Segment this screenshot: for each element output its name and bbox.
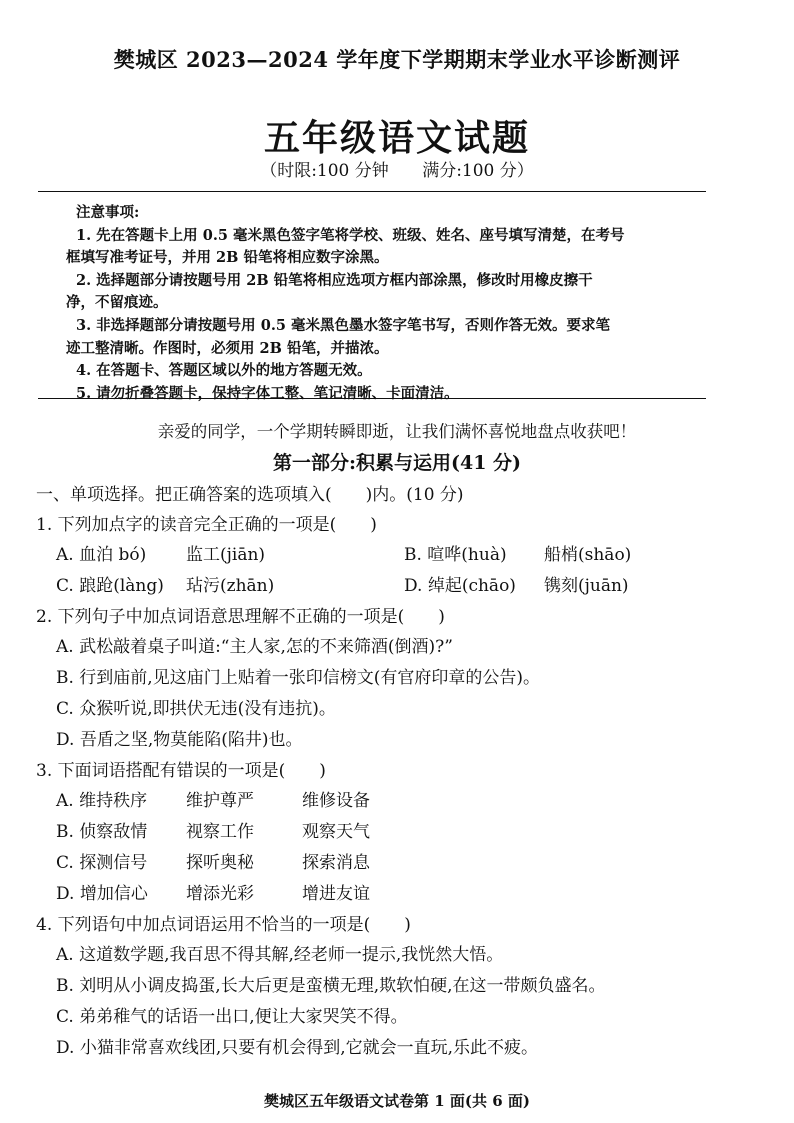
option-d: D. 吾盾之坚,物莫能陷(陷井)也。: [56, 730, 303, 750]
question-3: 3. 下面词语搭配有错误的一项是( ): [36, 761, 326, 781]
word-cell: A. 维持秩序: [56, 791, 148, 811]
question-3-row-c: [36, 848, 736, 879]
notice-line: 2. 选择题部分请按题号用 2B 铅笔将相应选项方框内部涂黑，修改时用橡皮擦干: [76, 271, 593, 289]
notice-box: [66, 202, 716, 405]
exam-header: 樊城区 2023—2024 学年度下学期期末学业水平诊断测评: [113, 47, 681, 72]
word-cell: 探索消息: [302, 853, 370, 873]
option-b: B. 行到庙前,见这庙门上贴着一张印信榜文(有官府印章的公告)。: [56, 668, 540, 688]
option-a1: A. 血泊 bó): [56, 545, 147, 565]
question-3-row-b: [36, 817, 736, 848]
word-cell: 视察工作: [186, 822, 254, 842]
notice-line: 迹工整清晰。作图时，必须用 2B 铅笔，并描浓。: [66, 339, 389, 357]
option-c: C. 众猴听说,即拱伏无违(没有违抗)。: [56, 699, 336, 719]
question-1: 1. 下列加点字的读音完全正确的一项是( ): [36, 515, 377, 535]
intro-text: 亲爱的同学，一个学期转瞬即逝，让我们满怀喜悦地盘点收获吧！: [157, 422, 637, 441]
notice-line: 净，不留痕迹。: [66, 294, 168, 312]
question-1-options-ab: [36, 540, 736, 571]
question-4: 4. 下列语句中加点词语运用不恰当的一项是( ): [36, 915, 411, 935]
word-cell: D. 增加信心: [56, 884, 148, 904]
question-2: 2. 下列句子中加点词语意思理解不正确的一项是( ): [36, 607, 445, 627]
option-c2: 玷污(zhān): [186, 576, 275, 596]
questions: [36, 480, 736, 1064]
option-a2: 监工(jiān): [186, 545, 266, 565]
full-score: 满分:100 分）: [422, 161, 534, 181]
option-c: C. 弟弟稚气的话语一出口,便让大家哭笑不得。: [56, 1007, 408, 1027]
option-b2: 船梢(shāo): [544, 545, 632, 565]
exam-meta: [0, 156, 794, 181]
word-cell: C. 探测信号: [56, 853, 148, 873]
question-3-row-a: [36, 786, 736, 817]
notice-heading: 注意事项:: [76, 204, 140, 221]
exam-title: 五年级语文试题: [263, 117, 530, 159]
notice-line: 1. 先在答题卡上用 0.5 毫米黑色签字笔将学校、班级、姓名、座号填写清楚，在考号: [76, 226, 625, 244]
time-limit: （时限:100 分钟: [260, 161, 389, 181]
divider-bottom: [38, 398, 706, 399]
option-d2: 镌刻(juān): [544, 576, 629, 596]
word-cell: 增进友谊: [302, 884, 370, 904]
option-b: B. 刘明从小调皮捣蛋,长大后更是蛮横无理,欺软怕硬,在这一带颇负盛名。: [56, 976, 606, 996]
divider-top: [38, 191, 706, 192]
notice-line: 5. 请勿折叠答题卡，保持字体工整、笔记清晰、卡面清洁。: [76, 384, 459, 402]
word-cell: 维护尊严: [186, 791, 254, 811]
word-cell: 观察天气: [302, 822, 370, 842]
page-footer: 樊城区五年级语文试卷第 1 面(共 6 面): [264, 1092, 530, 1110]
part-title: 第一部分:积累与运用(41 分): [272, 452, 522, 474]
word-cell: 探听奥秘: [186, 853, 254, 873]
section-heading: 一、单项选择。把正确答案的选项填入( )内。(10 分): [36, 485, 464, 505]
option-d: D. 小猫非常喜欢线团,只要有机会得到,它就会一直玩,乐此不疲。: [56, 1038, 539, 1058]
option-b1: B. 喧哗(huà): [404, 545, 507, 565]
option-c1: C. 踉跄(làng): [56, 576, 164, 596]
word-cell: 维修设备: [302, 791, 370, 811]
question-3-row-d: [36, 879, 736, 910]
question-1-options-cd: [36, 571, 736, 602]
option-a: A. 武松敲着桌子叫道:“主人家,怎的不来筛酒(倒酒)?”: [56, 637, 453, 657]
option-d1: D. 绰起(chāo): [404, 576, 516, 596]
notice-line: 框填写准考证号，并用 2B 铅笔将相应数字涂黑。: [66, 249, 389, 267]
word-cell: B. 侦察敌情: [56, 822, 148, 842]
word-cell: 增添光彩: [186, 884, 254, 904]
notice-line: 4. 在答题卡、答题区域以外的地方答题无效。: [76, 362, 372, 380]
option-a: A. 这道数学题,我百思不得其解,经老师一提示,我恍然大悟。: [56, 945, 504, 965]
notice-line: 3. 非选择题部分请按题号用 0.5 毫米黑色墨水签字笔书写，否则作答无效。要求笔: [76, 316, 611, 334]
